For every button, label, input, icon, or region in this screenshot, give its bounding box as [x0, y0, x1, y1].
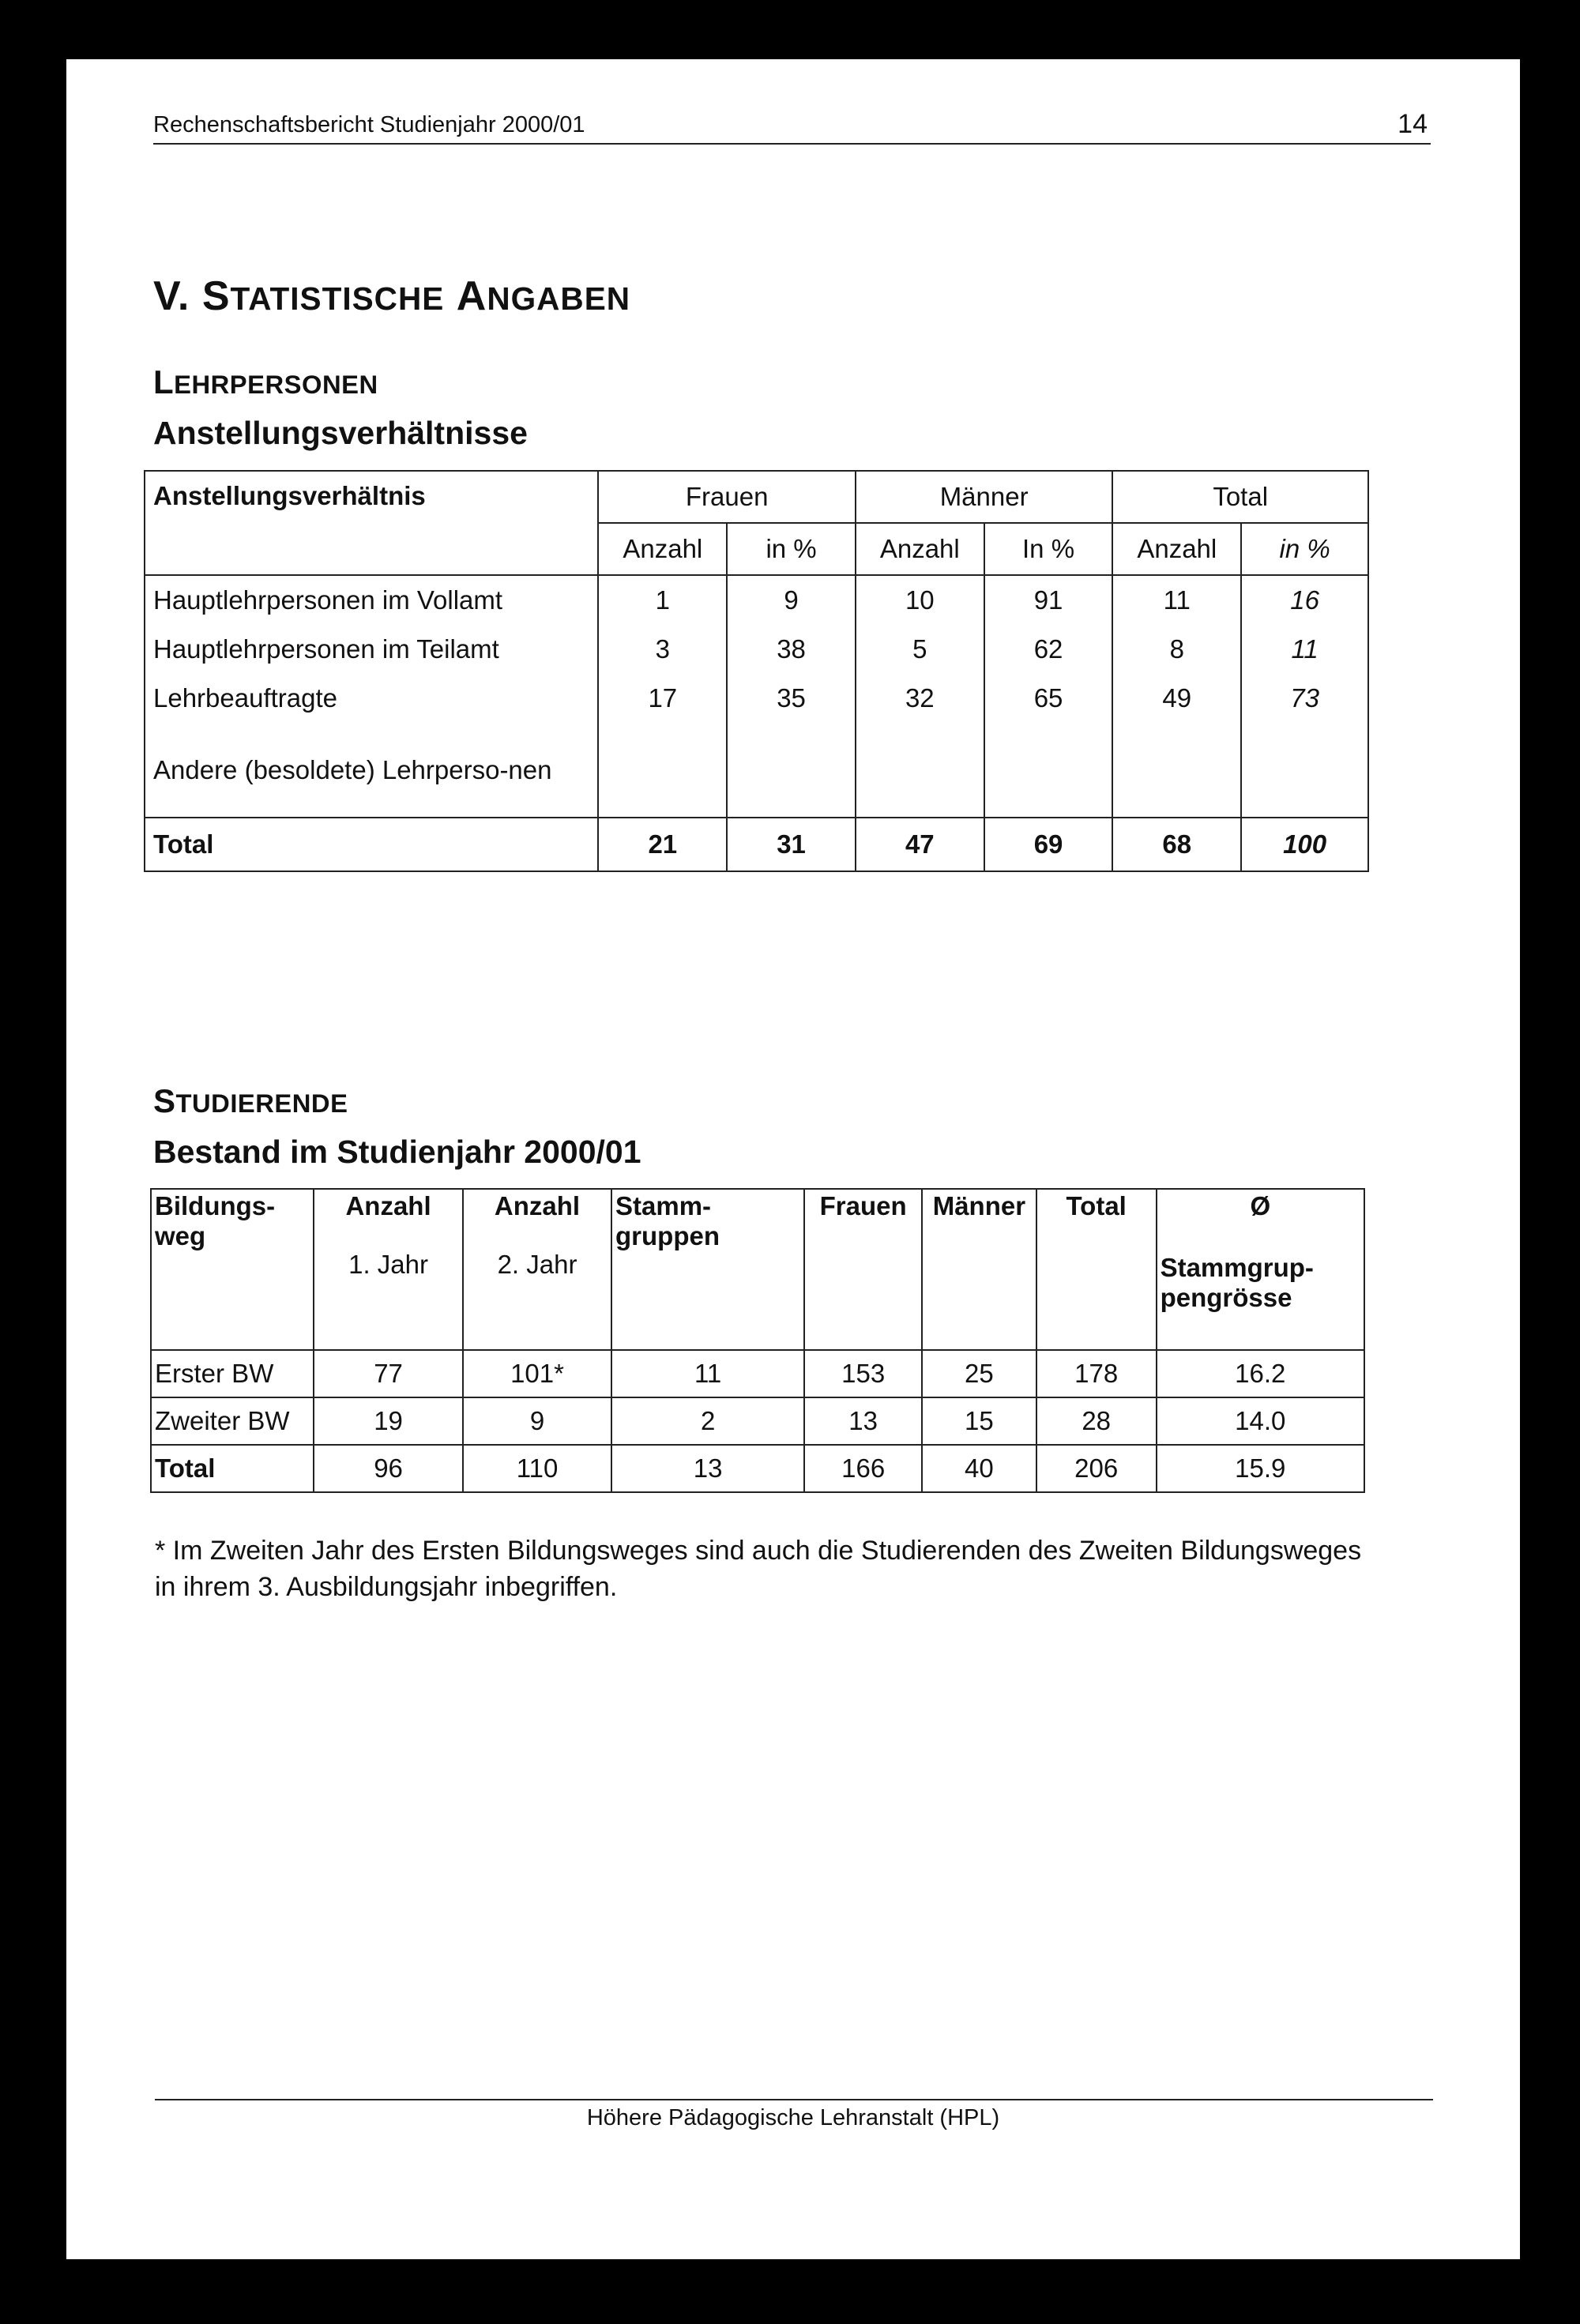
- group-header-maenner: Männer: [856, 471, 1112, 523]
- col-header-maenner: Männer: [922, 1189, 1036, 1350]
- cell: 91: [984, 575, 1113, 625]
- row-label: Zweiter BW: [151, 1397, 314, 1445]
- cell: [856, 723, 984, 818]
- cell: 73: [1241, 674, 1368, 723]
- cell: 38: [727, 625, 856, 674]
- col-header-total: Total: [1036, 1189, 1157, 1350]
- col-header-stammgruppen: Stamm-gruppen: [611, 1189, 804, 1350]
- cell: 8: [1112, 625, 1241, 674]
- cell: 62: [984, 625, 1113, 674]
- avg-label: Stammgrup-pengrösse: [1160, 1253, 1314, 1312]
- header-row: [151, 1189, 1364, 1350]
- cell: 68: [1112, 818, 1241, 871]
- cell: [1112, 723, 1241, 818]
- cell: [727, 723, 856, 818]
- chapter-word2-initial: A: [456, 273, 487, 319]
- table-row: [145, 723, 1368, 818]
- chapter-word1-initial: S: [201, 273, 231, 319]
- cell: 15.9: [1157, 1445, 1364, 1492]
- cell: [598, 723, 727, 818]
- section-title-studierende: [153, 1082, 348, 1120]
- section2-initial: S: [153, 1082, 176, 1119]
- cell: 47: [856, 818, 984, 871]
- row-label: Hauptlehrpersonen im Teilamt: [145, 625, 598, 674]
- cell: 13: [804, 1397, 922, 1445]
- sub-header: Anzahl: [856, 523, 984, 575]
- cell: 28: [1036, 1397, 1157, 1445]
- chapter-title: [153, 273, 630, 320]
- row-label: Erster BW: [151, 1350, 314, 1397]
- total-row: [145, 818, 1368, 871]
- section2-rest: TUDIERENDE: [175, 1089, 348, 1118]
- cell: 110: [463, 1445, 611, 1492]
- section-title-lehrpersonen: [153, 363, 378, 401]
- cell: 31: [727, 818, 856, 871]
- sub-header: in %: [727, 523, 856, 575]
- cell: 14.0: [1157, 1397, 1364, 1445]
- cell: 11: [611, 1350, 804, 1397]
- cell: [1241, 723, 1368, 818]
- page-number: 14: [1398, 109, 1428, 139]
- table-row: [151, 1350, 1364, 1397]
- cell: 96: [314, 1445, 463, 1492]
- table-row: [145, 625, 1368, 674]
- cell: 5: [856, 625, 984, 674]
- cell: 13: [611, 1445, 804, 1492]
- subtitle-bestand: Bestand im Studienjahr 2000/01: [153, 1134, 641, 1170]
- average-symbol: Ø: [1250, 1191, 1271, 1220]
- anzahl1-label: Anzahl: [345, 1191, 431, 1220]
- cell: 16: [1241, 575, 1368, 625]
- page-header: [153, 99, 1431, 145]
- cell: 153: [804, 1350, 922, 1397]
- chapter-word2-rest: NGABEN: [487, 280, 631, 317]
- col-header-bildungsweg: Bildungs-weg: [151, 1189, 314, 1350]
- sub-header: in %: [1241, 523, 1368, 575]
- cell: 11: [1241, 625, 1368, 674]
- cell: 11: [1112, 575, 1241, 625]
- cell: 69: [984, 818, 1113, 871]
- cell: 166: [804, 1445, 922, 1492]
- cell: 206: [1036, 1445, 1157, 1492]
- section1-rest: EHRPERSONEN: [174, 370, 378, 399]
- header-title: Rechenschaftsbericht Studienjahr 2000/01: [153, 112, 585, 137]
- cell: 35: [727, 674, 856, 723]
- sub-header: Anzahl: [598, 523, 727, 575]
- cell: 1: [598, 575, 727, 625]
- cell: 2: [611, 1397, 804, 1445]
- col-header-anzahl2: [463, 1189, 611, 1350]
- cell: 9: [463, 1397, 611, 1445]
- cell: 77: [314, 1350, 463, 1397]
- row-label: Andere (besoldete) Lehrperso-nen: [145, 723, 598, 818]
- cell: 9: [727, 575, 856, 625]
- col-header-anstellung: Anstellungsverhältnis: [145, 471, 598, 575]
- col-header-anzahl1: [314, 1189, 463, 1350]
- cell: 101*: [463, 1350, 611, 1397]
- row-label: Total: [151, 1445, 314, 1492]
- cell: 100: [1241, 818, 1368, 871]
- document-page: [66, 59, 1520, 2259]
- sub-header: In %: [984, 523, 1113, 575]
- chapter-number: V.: [153, 273, 190, 319]
- anzahl1-sub: 1. Jahr: [348, 1250, 428, 1279]
- row-label: Hauptlehrpersonen im Vollamt: [145, 575, 598, 625]
- cell: 65: [984, 674, 1113, 723]
- anzahl2-label: Anzahl: [494, 1191, 581, 1220]
- chapter-word1-rest: TATISTISCHE: [230, 280, 445, 317]
- cell: 16.2: [1157, 1350, 1364, 1397]
- cell: 17: [598, 674, 727, 723]
- cell: 25: [922, 1350, 1036, 1397]
- group-header-frauen: Frauen: [598, 471, 855, 523]
- cell: 21: [598, 818, 727, 871]
- cell: [984, 723, 1113, 818]
- cell: 3: [598, 625, 727, 674]
- row-label: Lehrbeauftragte: [145, 674, 598, 723]
- table-row: [145, 674, 1368, 723]
- page-footer: Höhere Pädagogische Lehranstalt (HPL): [586, 2105, 1000, 2130]
- table-row: [145, 575, 1368, 625]
- cell: 10: [856, 575, 984, 625]
- section1-initial: L: [153, 363, 175, 400]
- cell: 19: [314, 1397, 463, 1445]
- row-label: Total: [145, 818, 598, 871]
- col-header-avg: [1157, 1189, 1364, 1350]
- group-header-total: Total: [1112, 471, 1368, 523]
- cell: 15: [922, 1397, 1036, 1445]
- cell: 49: [1112, 674, 1241, 723]
- cell: 40: [922, 1445, 1036, 1492]
- students-table: [150, 1188, 1365, 1493]
- footer-divider: [155, 2099, 1433, 2100]
- table-row: [151, 1397, 1364, 1445]
- staff-table: [144, 470, 1369, 872]
- anzahl2-sub: 2. Jahr: [497, 1250, 577, 1279]
- sub-header: Anzahl: [1112, 523, 1241, 575]
- footnote: * Im Zweiten Jahr des Ersten Bildungsweges sind auch die Studierenden des Zweiten Bildungsweges in ihrem 3. Ausbildungsjahr inbegriffen.: [155, 1536, 1362, 1602]
- col-header-frauen: Frauen: [804, 1189, 922, 1350]
- cell: 32: [856, 674, 984, 723]
- subtitle-anstellungsverhaeltnisse: Anstellungsverhältnisse: [153, 415, 528, 451]
- total-row: [151, 1445, 1364, 1492]
- cell: 178: [1036, 1350, 1157, 1397]
